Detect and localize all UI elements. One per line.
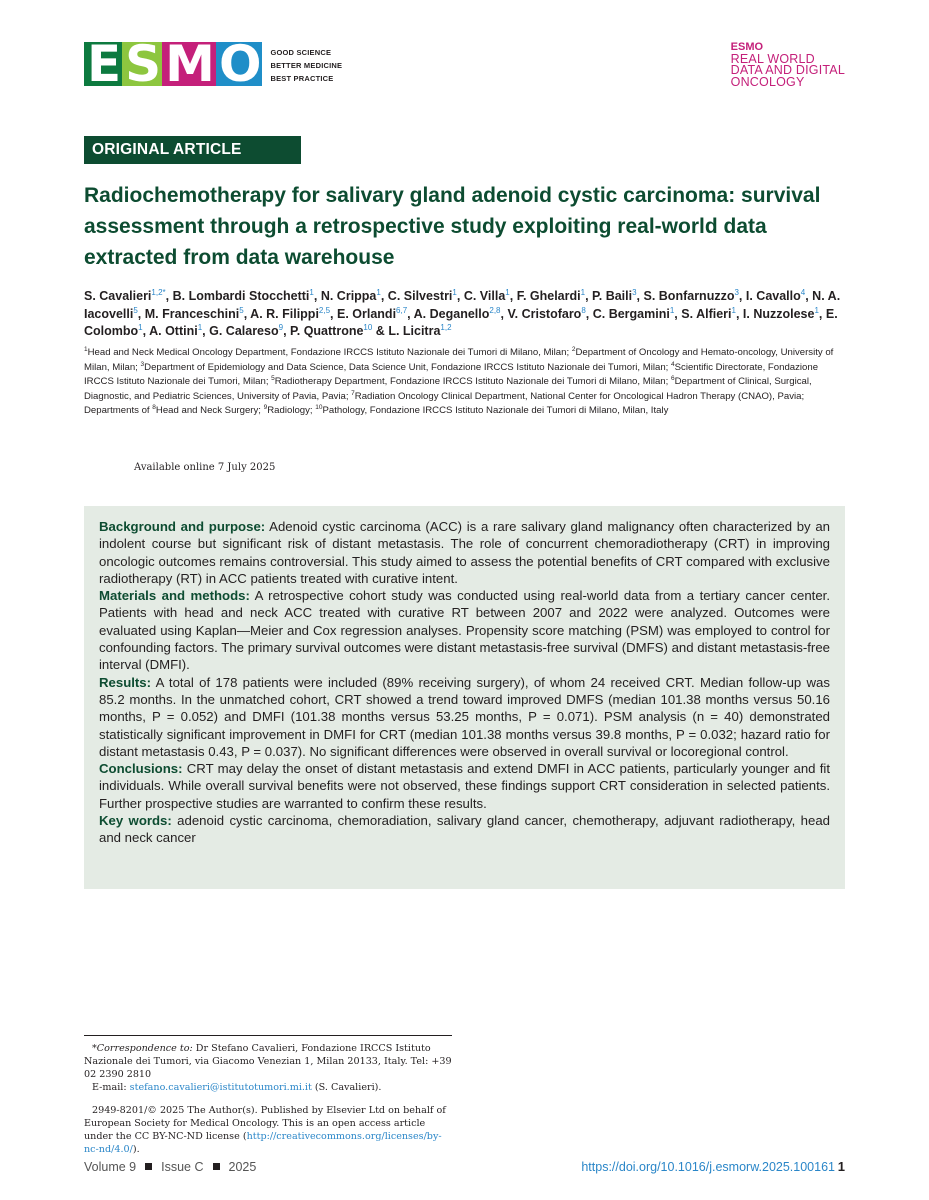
author-affiliation-ref[interactable]: 1 xyxy=(197,322,203,332)
section-text: A total of 178 patients were included (89% receiving surgery), of whom 24 received CRT. Median follow-up was 85.2 months. In the unmatched cohort, CRT showed a trend toward improved DMFS (median 101.38 months versus 50.16 months, P = 0.052) and DMFI (101.38 months versus 53.25 months, P = 0.071). PSM analysis (n = 40) demonstrated statistically significant improvement in DMFI for CRT (median 101.38 months versus 39.8 months, P = 0.032; hazard ratio for distant metastasis 0.43, P = 0.037). No significant differences were observed in overall survival or locoregional control. xyxy=(99,674,830,759)
article-type-banner: ORIGINAL ARTICLE xyxy=(84,136,301,164)
author-name: N. A. Iacovelli xyxy=(84,289,841,321)
journal-name xyxy=(731,42,845,88)
author-name: A. Deganello xyxy=(413,306,490,321)
logo-letter-m: M xyxy=(162,42,216,86)
footnote-divider xyxy=(84,1035,452,1036)
affiliation-text: Department of Clinical, Surgical, Diagnostic, and Pediatric Sciences, University of Pavia, Pavia; xyxy=(84,376,812,402)
journal-name-line: DATA AND DIGITAL xyxy=(730,63,845,77)
logo-letter-s: S xyxy=(122,42,162,86)
abstract-methods xyxy=(99,587,830,673)
section-heading: Background and purpose: xyxy=(99,519,266,534)
section-heading: Key words: xyxy=(99,813,172,829)
author-name: C. Bergamini xyxy=(592,306,670,321)
author-name: F. Ghelardi xyxy=(516,289,581,303)
author-affiliation-ref[interactable]: 1 xyxy=(376,287,381,297)
email-link[interactable]: stefano.cavalieri@istitutotumori.mi.it xyxy=(129,1082,312,1093)
section-text: A retrospective cohort study was conducted using real-world data from a tertiary cancer center. Patients with head and neck ACC treated with curative RT between 2007 and 2022 were analyzed. Outcomes were evaluated using Kaplan—Meier and Cox regression analyses. Propensity score matching (PSM) was employed to control for confounding factors. The primary survival outcomes were distant metastasis-free survival (DMFS) and distant metastasis-free interval (DMFI). xyxy=(99,588,830,673)
affiliation-text: Department of Epidemiology and Data Science, Data Science Unit, Fondazione IRCCS Istituto Nazionale dei Tumori, Milan; xyxy=(144,361,671,373)
tagline-line: BEST PRACTICE xyxy=(270,74,334,83)
issue: Issue C xyxy=(161,1160,204,1174)
journal-name-line: REAL WORLD xyxy=(730,51,815,66)
author-name: S. Cavalieri xyxy=(84,289,152,303)
correspondence-text: Dr Stefano Cavalieri, Fondazione IRCCS Istituto Nazionale dei Tumori, via Giacomo Venezian 1, Milan 20133, Italy. Tel: +39 02 2390 2810 xyxy=(84,1043,452,1080)
abstract-keywords xyxy=(99,812,830,847)
abstract-background xyxy=(99,518,830,587)
affiliation-number: 2 xyxy=(571,345,576,353)
author-name: M. Franceschini xyxy=(144,306,240,321)
abstract-results xyxy=(99,674,830,760)
author-name: B. Lombardi Stocchetti xyxy=(172,289,310,303)
author-affiliation-ref[interactable]: 1 xyxy=(505,287,510,297)
author-name: I. Nuzzolese xyxy=(742,306,815,321)
author-affiliation-ref[interactable]: 8 xyxy=(581,305,586,315)
author-affiliation-ref[interactable]: 1 xyxy=(452,287,457,297)
affiliation-number: 8 xyxy=(152,404,156,412)
author-affiliation-ref[interactable]: 1 xyxy=(309,287,314,297)
correspondence-label: Correspondence to: xyxy=(96,1043,193,1054)
available-online-date: Available online 7 July 2025 xyxy=(134,462,276,473)
affiliation-number: 6 xyxy=(670,375,675,382)
section-text: adenoid cystic carcinoma, chemoradiation, salivary gland cancer, chemotherapy, adjuvant radiotherapy, head and neck cancer xyxy=(99,813,830,846)
author-name: N. Crippa xyxy=(320,289,377,303)
author-name: S. Bonfarnuzzo xyxy=(643,289,735,303)
author-name: C. Silvestri xyxy=(387,289,453,303)
author-list: S. Cavalieri$^{1,2*}$, B. Lombardi Stocchetti$^1$, N. Crippa$^1$, C. Silvestri$^1$, C. Villa$^1$, F. Ghelardi$^1$, P. Baili$^3$, S. Bonfarnuzzo$^3$, I. Cavallo$^4$, N. A. Iacovelli$^5$, M. Franceschini$^5$, A. R. Filippi$^{2,5}$, E. Orlandi$^{6,7}$, A. Deganello$^{2,8}$, V. Cristofaro$^8$, C. Bergamini$^1$, S. Alfieri$^1$, I. Nuzzolese$^1$, E. Colombo$^1$, A. Ottini$^1$, G. Calareso$^9$, P. Quattrone$^{10}$ & L. Licitra$^{1,2}$ xyxy=(84,287,841,338)
author-affiliation-ref[interactable]: 1 xyxy=(814,305,819,315)
journal-name-line: ONCOLOGY xyxy=(730,74,805,89)
section-text: CRT may delay the onset of distant metastasis and extend DMFI in ACC patients, particularly younger and fit individuals. While overall survival benefits were not observed, these findings support CRT consideration in selected patients. Further prospective studies are warranted to confirm these results. xyxy=(99,761,830,811)
author-affiliation-ref[interactable]: 5 xyxy=(133,305,138,315)
affiliation-text: Department of Oncology and Hemato-oncology, University of Milan, Milan; xyxy=(84,347,834,373)
author-name: E. Orlandi xyxy=(337,306,397,321)
esmo-logo-mark xyxy=(84,35,262,93)
author-affiliation-ref[interactable]: 2,8 xyxy=(489,305,501,315)
section-text: Adenoid cystic carcinoma (ACC) is a rare salivary gland malignancy often characterized by an indolent course but significant risk of distant metastasis. The role of concurrent chemoradiotherapy (CRT) in improving oncologic outcomes remains controversial. This study aimed to assess the potential benefits of CRT compared with exclusive radiotherapy (RT) in ACC patients treated with curative intent. xyxy=(99,519,831,586)
author-name: C. Villa xyxy=(463,289,506,303)
author-affiliation-ref[interactable]: 3 xyxy=(632,287,637,297)
year: 2025 xyxy=(228,1160,257,1174)
author-name: L. Licitra xyxy=(388,324,441,338)
logo-tagline xyxy=(270,46,342,85)
section-heading: Results: xyxy=(99,674,152,690)
author-affiliation-ref[interactable]: 4 xyxy=(800,287,806,297)
journal-name-line: ESMO xyxy=(730,41,764,53)
license-suffix: ). xyxy=(132,1144,140,1155)
affiliation-text: Radiology; xyxy=(267,405,316,417)
license-text: 2949-8201/© 2025 The Author(s). Published by Elsevier Ltd on behalf of European Society for Medical Oncology. This is an open access article under the CC BY-NC-ND license ( xyxy=(84,1105,446,1142)
separator-square-icon xyxy=(213,1163,220,1170)
author-name: S. Alfieri xyxy=(681,306,732,321)
abstract-conclusions xyxy=(99,760,830,812)
author-affiliation-ref[interactable]: 5 xyxy=(239,305,244,315)
abstract-box xyxy=(84,506,845,889)
author-name: P. Baili xyxy=(592,289,633,303)
tagline-line: GOOD SCIENCE xyxy=(270,48,332,57)
section-heading: Conclusions: xyxy=(99,761,183,777)
author-name: G. Calareso xyxy=(209,324,279,338)
affiliation-text: Scientific Directorate, Fondazione IRCCS Istituto Nazionale dei Tumori, Milan; xyxy=(84,361,819,388)
affiliation-number: 7 xyxy=(351,389,355,397)
affiliation-text: Pathology, Fondazione IRCCS Istituto Nazionale dei Tumori di Milano, Milan, Italy xyxy=(322,405,669,417)
author-name: E. Colombo xyxy=(84,306,838,338)
affiliation-number: 3 xyxy=(140,360,145,368)
affiliation-number: 9 xyxy=(263,404,268,412)
logo-letter-o: O xyxy=(216,42,263,86)
volume: Volume 9 xyxy=(84,1160,137,1174)
email-suffix: (S. Cavalieri). xyxy=(311,1082,382,1093)
email-footnote xyxy=(84,1081,454,1094)
correspondence-footnote xyxy=(84,1042,454,1081)
article-title: Radiochemotherapy for salivary gland adenoid cystic carcinoma: survival assessment through a retrospective study exploiting real-world data extracted from data warehouse xyxy=(84,184,821,269)
doi-link[interactable]: https://doi.org/10.1016/j.esmorw.2025.100161 xyxy=(581,1160,835,1174)
author-affiliation-ref[interactable]: 1 xyxy=(731,305,736,315)
affiliation-number: 1 xyxy=(84,345,88,353)
email-label: E-mail: xyxy=(92,1082,130,1093)
affiliation-number: 5 xyxy=(271,375,275,382)
affiliation-text: Head and Neck Surgery; xyxy=(155,405,264,417)
author-affiliation-ref[interactable]: 10 xyxy=(363,322,373,332)
author-affiliation-ref[interactable]: 2,5 xyxy=(318,305,331,315)
page-number: 1 xyxy=(837,1159,845,1174)
affiliations xyxy=(84,346,848,419)
author-name: I. Cavallo xyxy=(745,289,801,303)
affiliation-text: Radiotherapy Department, Fondazione IRCCS Istituto Nazionale dei Tumori di Milano, Milan; xyxy=(274,376,671,388)
issue-info xyxy=(84,1160,256,1174)
author-affiliation-ref[interactable]: 1,2* xyxy=(151,287,166,297)
author-name: A. R. Filippi xyxy=(250,306,319,321)
logo-letter-e: E xyxy=(84,42,122,86)
affiliation-text: Head and Neck Medical Oncology Department, Fondazione IRCCS Istituto Nazionale dei Tumori di Milano, Milan; xyxy=(87,347,572,358)
author-affiliation-ref[interactable]: 1 xyxy=(580,287,586,297)
author-affiliation-ref[interactable]: 3 xyxy=(734,287,739,297)
footnote-mark: * xyxy=(92,1043,97,1054)
license-link[interactable]: http://creativecommons.org/licenses/by-nc-nd/4.0/ xyxy=(84,1131,442,1155)
affiliation-number: 4 xyxy=(671,360,675,368)
section-heading: Materials and methods: xyxy=(99,588,250,604)
affiliation-text: Radiation Oncology Clinical Department, National Center for Oncological Hadron Therapy (CNAO), Pavia; Departments of xyxy=(84,390,805,417)
affiliation-number: 10 xyxy=(315,404,323,412)
author-affiliation-ref[interactable]: 6,7 xyxy=(396,305,408,315)
author-name: P. Quattrone xyxy=(290,324,364,338)
author-name: A. Ottini xyxy=(149,324,198,338)
author-affiliation-ref[interactable]: 1 xyxy=(669,305,675,315)
author-affiliation-ref[interactable]: 9 xyxy=(278,322,284,332)
separator-square-icon xyxy=(145,1163,152,1170)
author-name: V. Cristofaro xyxy=(507,306,582,321)
license-footnote xyxy=(84,1104,454,1156)
author-affiliation-ref[interactable]: 1 xyxy=(138,322,143,332)
author-affiliation-ref[interactable]: 1,2 xyxy=(440,322,452,332)
esmo-logo xyxy=(84,35,343,93)
tagline-line: BETTER MEDICINE xyxy=(270,61,343,70)
